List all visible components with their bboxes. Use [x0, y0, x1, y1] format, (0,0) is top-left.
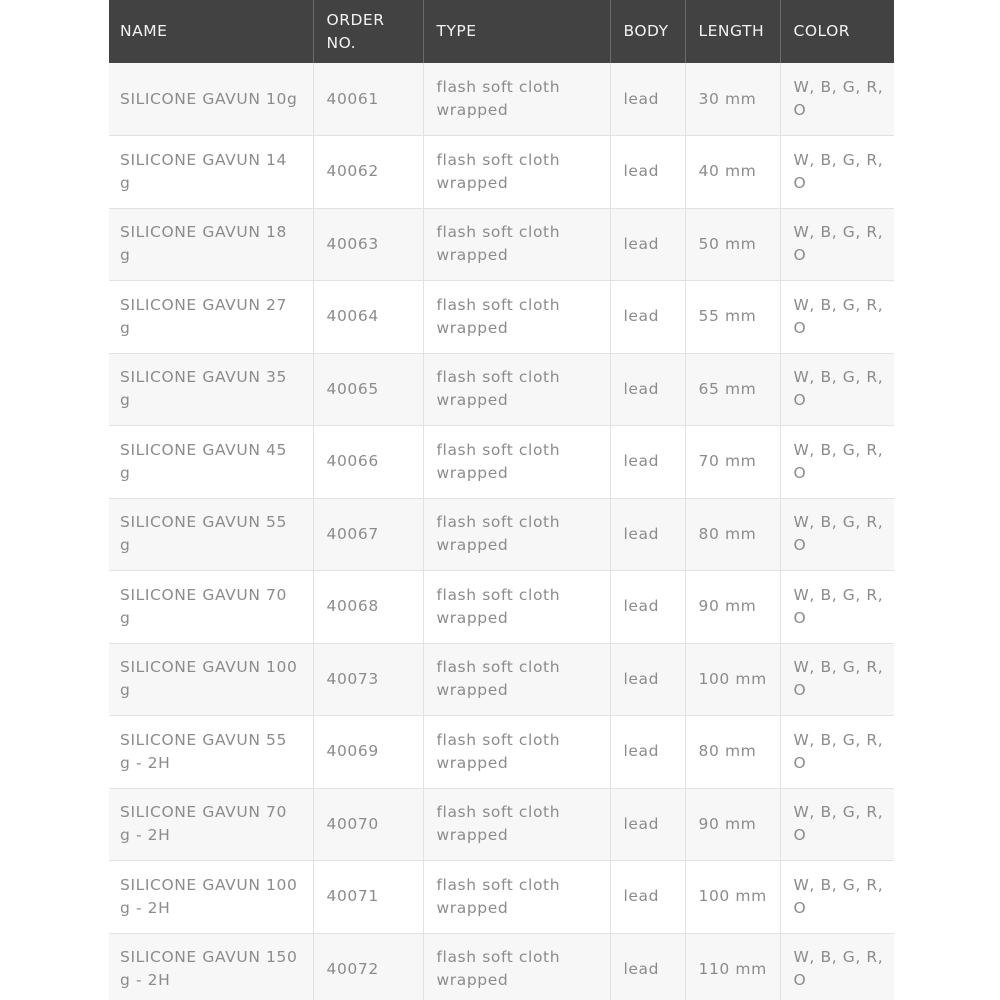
cell-order-no: 40066	[313, 426, 423, 499]
cell-color: W, B, G, R, O	[780, 571, 894, 644]
cell-body: lead	[610, 933, 685, 1000]
cell-name: SILICONE GAVUN 70 g - 2H	[109, 788, 313, 861]
cell-body: lead	[610, 63, 685, 136]
cell-order-no: 40063	[313, 208, 423, 281]
cell-body: lead	[610, 716, 685, 789]
table-row	[109, 498, 894, 571]
cell-length: 110 mm	[685, 933, 780, 1000]
cell-order-no: 40068	[313, 571, 423, 644]
table-row	[109, 281, 894, 354]
cell-length: 50 mm	[685, 208, 780, 281]
cell-color: W, B, G, R, O	[780, 498, 894, 571]
cell-length: 55 mm	[685, 281, 780, 354]
table-row	[109, 63, 894, 136]
cell-color: W, B, G, R, O	[780, 208, 894, 281]
table-row	[109, 208, 894, 281]
cell-name: SILICONE GAVUN 55 g	[109, 498, 313, 571]
cell-body: lead	[610, 208, 685, 281]
cell-order-no: 40073	[313, 643, 423, 716]
cell-order-no: 40067	[313, 498, 423, 571]
header-length: LENGTH	[685, 0, 780, 63]
cell-type: flash soft cloth wrapped	[423, 716, 610, 789]
cell-length: 100 mm	[685, 643, 780, 716]
cell-length: 90 mm	[685, 571, 780, 644]
cell-type: flash soft cloth wrapped	[423, 426, 610, 499]
cell-color: W, B, G, R, O	[780, 716, 894, 789]
cell-length: 40 mm	[685, 136, 780, 209]
cell-length: 100 mm	[685, 861, 780, 934]
header-type: TYPE	[423, 0, 610, 63]
table-row	[109, 933, 894, 1000]
cell-body: lead	[610, 571, 685, 644]
cell-name: SILICONE GAVUN 35 g	[109, 353, 313, 426]
header-color: COLOR	[780, 0, 894, 63]
cell-color: W, B, G, R, O	[780, 353, 894, 426]
cell-length: 70 mm	[685, 426, 780, 499]
cell-name: SILICONE GAVUN 70 g	[109, 571, 313, 644]
cell-body: lead	[610, 788, 685, 861]
cell-order-no: 40061	[313, 63, 423, 136]
cell-length: 65 mm	[685, 353, 780, 426]
cell-body: lead	[610, 281, 685, 354]
cell-length: 30 mm	[685, 63, 780, 136]
cell-color: W, B, G, R, O	[780, 933, 894, 1000]
cell-name: SILICONE GAVUN 27 g	[109, 281, 313, 354]
cell-type: flash soft cloth wrapped	[423, 353, 610, 426]
header-order-no: ORDER NO.	[313, 0, 423, 63]
table-row	[109, 426, 894, 499]
cell-body: lead	[610, 498, 685, 571]
cell-name: SILICONE GAVUN 100 g	[109, 643, 313, 716]
cell-color: W, B, G, R, O	[780, 136, 894, 209]
header-name: NAME	[120, 22, 168, 40]
table-row	[109, 643, 894, 716]
cell-color: W, B, G, R, O	[780, 861, 894, 934]
cell-name: SILICONE GAVUN 100 g - 2H	[109, 861, 313, 934]
cell-order-no: 40071	[313, 861, 423, 934]
cell-name: SILICONE GAVUN 14 g	[109, 136, 313, 209]
cell-type: flash soft cloth wrapped	[423, 571, 610, 644]
cell-name: SILICONE GAVUN 55 g - 2H	[109, 716, 313, 789]
cell-name: SILICONE GAVUN 150 g - 2H	[109, 933, 313, 1000]
cell-body: lead	[610, 426, 685, 499]
cell-color: W, B, G, R, O	[780, 63, 894, 136]
header-body: BODY	[610, 0, 685, 63]
product-spec-table	[109, 0, 894, 1000]
table-row	[109, 353, 894, 426]
cell-type: flash soft cloth wrapped	[423, 281, 610, 354]
table-row	[109, 788, 894, 861]
table-row	[109, 861, 894, 934]
cell-order-no: 40064	[313, 281, 423, 354]
cell-color: W, B, G, R, O	[780, 788, 894, 861]
cell-color: W, B, G, R, O	[780, 281, 894, 354]
cell-body: lead	[610, 136, 685, 209]
table-header	[109, 0, 894, 63]
table-row	[109, 716, 894, 789]
cell-type: flash soft cloth wrapped	[423, 861, 610, 934]
table-row	[109, 136, 894, 209]
cell-order-no: 40070	[313, 788, 423, 861]
cell-color: W, B, G, R, O	[780, 426, 894, 499]
cell-length: 90 mm	[685, 788, 780, 861]
cell-type: flash soft cloth wrapped	[423, 643, 610, 716]
cell-type: flash soft cloth wrapped	[423, 498, 610, 571]
cell-order-no: 40065	[313, 353, 423, 426]
cell-name: SILICONE GAVUN 18 g	[109, 208, 313, 281]
cell-body: lead	[610, 861, 685, 934]
cell-length: 80 mm	[685, 498, 780, 571]
cell-type: flash soft cloth wrapped	[423, 788, 610, 861]
cell-body: lead	[610, 353, 685, 426]
header-row	[109, 0, 894, 63]
cell-order-no: 40072	[313, 933, 423, 1000]
cell-name: SILICONE GAVUN 45 g	[109, 426, 313, 499]
cell-type: flash soft cloth wrapped	[423, 933, 610, 1000]
cell-name: SILICONE GAVUN 10g	[109, 63, 313, 136]
table-body	[109, 63, 894, 1000]
cell-body: lead	[610, 643, 685, 716]
cell-type: flash soft cloth wrapped	[423, 208, 610, 281]
cell-type: flash soft cloth wrapped	[423, 136, 610, 209]
cell-type: flash soft cloth wrapped	[423, 63, 610, 136]
cell-color: W, B, G, R, O	[780, 643, 894, 716]
cell-order-no: 40069	[313, 716, 423, 789]
cell-order-no: 40062	[313, 136, 423, 209]
table-row	[109, 571, 894, 644]
cell-length: 80 mm	[685, 716, 780, 789]
